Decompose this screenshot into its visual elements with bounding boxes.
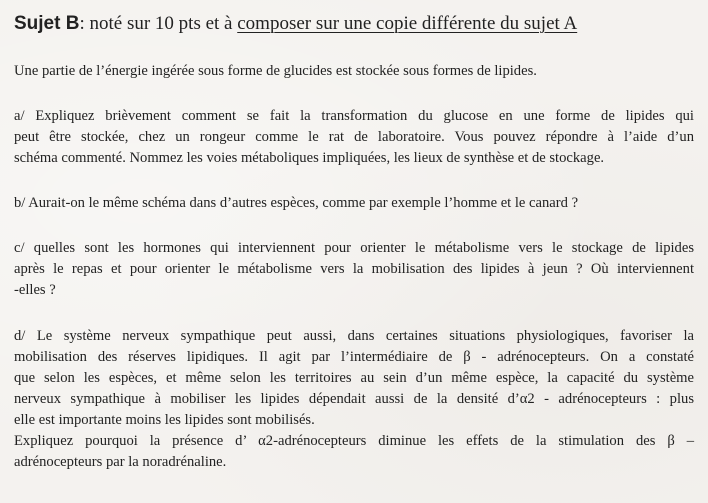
question-d-line-3: que selon les espèces, et même selon les territoires au sein d’un même espèce, la capacité du système xyxy=(14,370,694,386)
question-a-line-2: peut être stockée, chez un rongeur comme le rat de laboratoire. Vous pouvez répondre à l’aide d’un xyxy=(14,129,694,145)
intro-paragraph xyxy=(14,61,694,82)
question-c-line-2: après le repas et pour orienter le métabolisme vers la mobilisation des lipides à jeun ? Où interviennent xyxy=(14,261,694,277)
page-title xyxy=(14,12,577,36)
question-d-line-5: elle est importante moins les lipides sont mobilisés. xyxy=(14,412,315,428)
question-b-line: b/ Aurait-on le même schéma dans d’autres espèces, comme par exemple l’homme et le canard ? xyxy=(14,195,579,211)
question-d-line-1: d/ Le système nerveux sympathique peut aussi, dans certaines situations physiologiques, favoriser la xyxy=(14,328,694,344)
question-d-line-7: adrénocepteurs par la noradrénaline. xyxy=(14,454,227,470)
question-c-line-1: c/ quelles sont les hormones qui interviennent pour orienter le métabolisme vers le stockage de lipides xyxy=(14,240,694,256)
question-d xyxy=(14,326,694,473)
question-a-line-1: a/ Expliquez brièvement comment se fait la transformation du glucose en une forme de lipides qui xyxy=(14,108,694,124)
subject-label: Sujet B xyxy=(14,13,80,34)
intro-line: Une partie de l’énergie ingérée sous forme de glucides est stockée sous formes de lipides. xyxy=(14,63,537,79)
title-text: : noté sur 10 pts et à xyxy=(79,13,238,34)
question-d-line-4: nerveux sympathique à mobiliser les lipides dépendait aussi de la densité d’α2 - adrénocepteurs : plus xyxy=(14,391,694,407)
question-d-line-2: mobilisation des réserves lipidiques. Il agit par l’intermédiaire de β - adrénocepteurs. On a constaté xyxy=(14,349,694,365)
question-c-line-3: -elles ? xyxy=(14,282,56,298)
question-a-line-3: schéma commenté. Nommez les voies métaboliques impliquées, les lieux de synthèse et de stockage. xyxy=(14,150,605,166)
title-underlined-text: composer sur une copie différente du sujet A xyxy=(237,13,578,34)
question-b xyxy=(14,193,694,214)
question-d-line-6: Expliquez pourquoi la présence d’ α2-adrénocepteurs diminue les effets de la stimulation des β – xyxy=(14,433,694,449)
question-a xyxy=(14,106,694,169)
question-c xyxy=(14,238,694,301)
